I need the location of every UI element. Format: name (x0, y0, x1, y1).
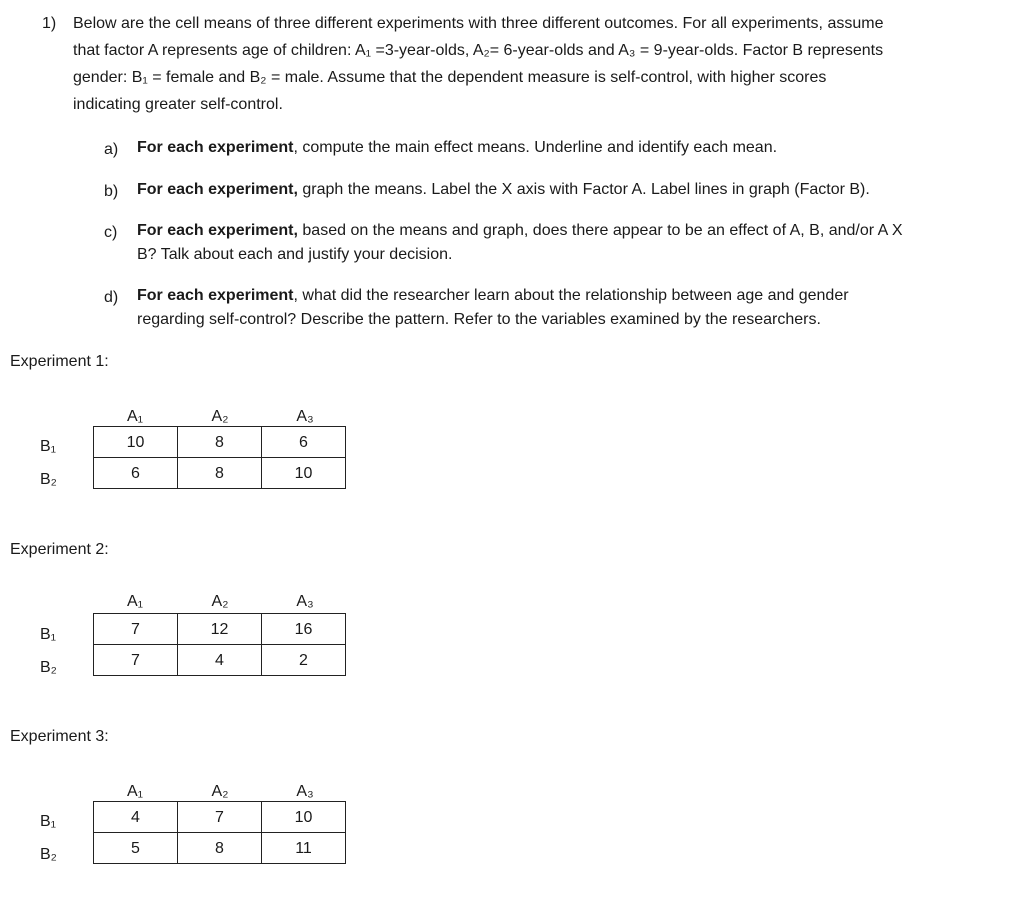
cell-b2-a2: 4 (178, 645, 262, 676)
table-row (94, 802, 346, 833)
cell-b1-a1: 4 (94, 802, 178, 833)
cell-b1-a2: 7 (178, 802, 262, 833)
col-label-a1: A₁ (126, 593, 144, 610)
intro-line: indicating greater self-control. (73, 96, 283, 113)
question-number: 1) (42, 15, 57, 32)
cell-b1-a3: 10 (262, 802, 346, 833)
experiment-2-title: Experiment 2: (10, 541, 109, 558)
item-a-bold: For each experiment (137, 139, 294, 156)
row-label-b1: B₁ (40, 438, 57, 455)
row-label-b2: B₂ (40, 846, 57, 863)
item-a-text (137, 136, 997, 160)
item-c-bold: For each experiment, (137, 222, 298, 239)
item-b-letter: b) (104, 183, 119, 200)
cell-b1-a3: 6 (262, 427, 346, 458)
cell-b1-a3: 16 (262, 614, 346, 645)
cell-b2-a2: 8 (178, 458, 262, 489)
cell-b2-a3: 2 (262, 645, 346, 676)
item-d-bold: For each experiment (137, 287, 294, 304)
item-d-rest2: regarding self-control? Describe the pattern. Refer to the variables examined by the researchers. (137, 311, 821, 328)
item-a-letter: a) (104, 141, 119, 158)
col-label-a2: A₂ (211, 408, 229, 425)
item-c-letter: c) (104, 224, 118, 241)
item-d-rest: , what did the researcher learn about the relationship between age and gender (293, 287, 849, 304)
intro-line: that factor A represents age of children: A₁ =3-year-olds, A₂= 6-year-olds and A₃ = 9-year-olds. Factor B represents (73, 42, 884, 59)
item-a-rest: , compute the main effect means. Underline and identify each mean. (293, 139, 778, 156)
col-label-a3: A₃ (296, 408, 314, 425)
cell-b1-a1: 10 (94, 427, 178, 458)
cell-b2-a3: 11 (262, 833, 346, 864)
experiment-3-title: Experiment 3: (10, 728, 109, 745)
table-row (94, 614, 346, 645)
cell-b1-a2: 8 (178, 427, 262, 458)
item-b-text (137, 178, 997, 202)
item-b-rest: graph the means. Label the X axis with Factor A. Label lines in graph (Factor B). (297, 181, 870, 198)
cell-b2-a2: 8 (178, 833, 262, 864)
item-c-rest: based on the means and graph, does there appear to be an effect of A, B, and/or A X (297, 222, 903, 239)
experiment-1-table (93, 426, 346, 489)
experiment-3-table (93, 801, 346, 864)
col-label-a3: A₃ (296, 783, 314, 800)
experiment-1-title: Experiment 1: (10, 353, 109, 370)
row-label-b2: B₂ (40, 471, 57, 488)
table-row (94, 427, 346, 458)
row-label-b2: B₂ (40, 659, 57, 676)
cell-b1-a1: 7 (94, 614, 178, 645)
cell-b1-a2: 12 (178, 614, 262, 645)
cell-b2-a1: 7 (94, 645, 178, 676)
row-label-b1: B₁ (40, 626, 57, 643)
experiment-2-table (93, 613, 346, 676)
table-row (94, 833, 346, 864)
col-label-a2: A₂ (211, 593, 229, 610)
intro-line: Below are the cell means of three different experiments with three different outcomes. For all experiments, assume (73, 15, 884, 32)
col-label-a2: A₂ (211, 783, 229, 800)
cell-b2-a1: 6 (94, 458, 178, 489)
col-label-a1: A₁ (126, 408, 144, 425)
col-label-a3: A₃ (296, 593, 314, 610)
cell-b2-a1: 5 (94, 833, 178, 864)
item-d-letter: d) (104, 289, 119, 306)
item-d-text (137, 284, 997, 332)
item-b-bold: For each experiment, (137, 181, 298, 198)
item-c-text (137, 219, 997, 267)
intro-line: gender: B₁ = female and B₂ = male. Assume that the dependent measure is self-control, with higher scores (73, 69, 827, 86)
item-c-rest2: B? Talk about each and justify your decision. (137, 246, 453, 263)
question-intro (73, 10, 1003, 118)
table-row (94, 645, 346, 676)
col-label-a1: A₁ (126, 783, 144, 800)
cell-b2-a3: 10 (262, 458, 346, 489)
table-row (94, 458, 346, 489)
row-label-b1: B₁ (40, 813, 57, 830)
